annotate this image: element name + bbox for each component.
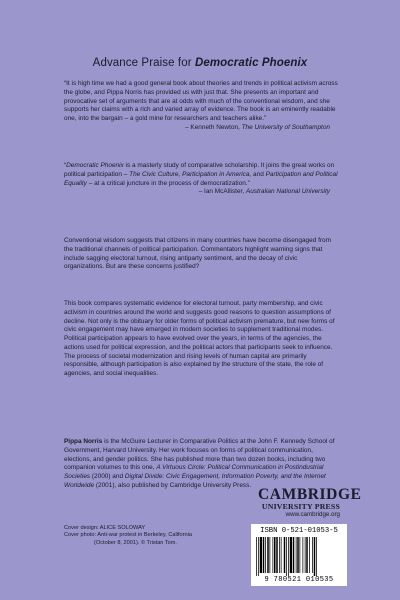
praise-quote-1 [64,80,338,133]
quote-2-text: is a masterly study of comparative scholarship. It joins the great works on political participation – [64,162,335,178]
quote-1-attribution [64,124,338,133]
quote-1-text: “It is high time we had a good general book about theories and trends in political activism across the globe, and Pippa Norris has provided us with just that. She presents an important and provocative set of arguments that are at odds with much of the conventional wisdom, and she supports her claims with a rich and varied array of evidence. The book is an eminently readable one, into the bargain – a gold mine for researchers and teachers alike.” [64,80,338,122]
cover-photo-credit: Cover photo: Anti-war protest in Berkeley, California [64,532,192,539]
praise-quote-2 [64,162,338,197]
praise-heading-prefix: Advance Praise for [92,57,195,69]
barcode-digits: 9 780521 010535 [264,576,334,584]
bio-text-2: (2000) and [90,473,125,480]
quote-2-text-end: – at a critical juncture in the process of democratization.” [86,179,250,187]
bio-book-1: A Virtuous Circle: Political Communication in Postindustrial Societies [64,464,324,480]
publisher-logo [258,486,362,519]
quote-2-author: – Ian McAllister, [198,188,246,196]
quote-2-works: The Civic Culture, Participation in America, [129,170,252,178]
barcode-bars-icon [255,537,343,576]
bio-text-1: is the McGuire Lecturer in Comparative Politics at the John F. Kennedy School of Government, Harvard University. Her work focuses on forms of political communication, elections, and gender politics. She has published more than two dozen books, including two companion volumes to this one, [64,438,335,472]
quote-2-works-2: Participation and Political Equality [64,170,338,187]
isbn-number: ISBN 0-521-01053-5 [260,527,338,535]
author-name: Pippa Norris [64,438,103,445]
quote-2-affiliation: Australian National University [245,188,330,196]
quote-1-author: – Kenneth Newton, [185,123,242,131]
praise-heading [0,57,400,69]
cover-photo-credit-date: (October 8, 2001). © Tristan Tom. [94,539,177,546]
bio-book-2: Digital Divide: Civic Engagement, Information Poverty, and the Internet Worldwide [64,473,326,489]
isbn-barcode [251,524,347,586]
cover-credits [64,525,234,547]
bio-text-3: (2001), also published by Cambridge University Press. [94,481,252,489]
publisher-name: CAMBRIDGE [258,486,362,503]
publisher-url: www.cambridge.org [285,511,340,518]
quote-2-book: Democratic Phoenix [66,162,124,169]
quote-2-and: and [251,170,266,178]
description-paragraph-2: This book compares systematic evidence for electoral turnout, party membership, and civic activism in countries around the world and suggests good reasons to question assumptions of decline. Not only is the obituary for older forms of political activism premature, but new forms of civic engagement may have emerged in modern societies to supplement traditional modes. Political participation appears to have evolved over the years, in terms of the agencies, the actions used for political expression, and the political actors that participants seek to influence. The process of societal modernization and rising levels of human capital are primarily responsible, although participation is also explained by the structure of the state, the role of agencies, and social inequalities. [64,300,335,377]
cover-design-credit: Cover design: ALICE SOLOWAY [64,525,146,531]
quote-1-affiliation: The University of Southampton [241,123,330,131]
quote-2-open: “ [64,162,67,169]
description-paragraph-1: Conventional wisdom suggests that citizens in many countries have become disengaged from the traditional channels of political participation. Commentators highlight warning signs that include sagging electoral turnout, rising antiparty sentiment, and the decay of civic organizations. But are these concerns justified? [64,237,331,271]
quote-2-attribution [64,188,338,197]
book-title: Democratic Phoenix [194,57,308,69]
author-bio [64,438,338,491]
publisher-subtitle: UNIVERSITY PRESS [261,502,340,511]
